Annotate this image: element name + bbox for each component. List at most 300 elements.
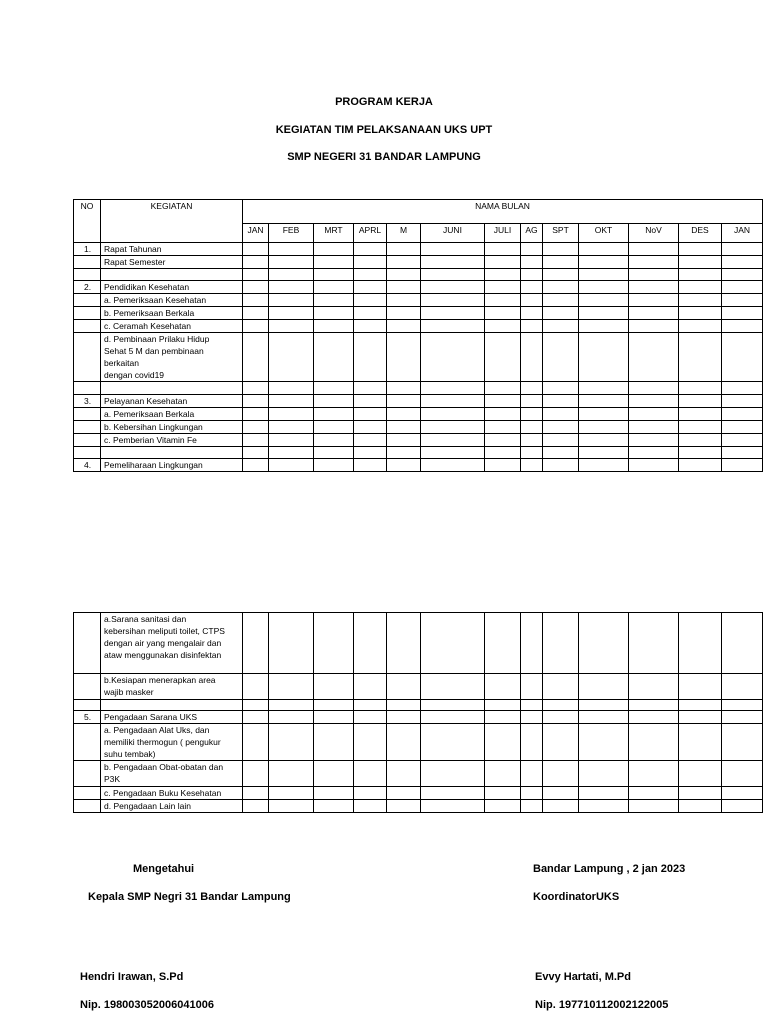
month-cell	[387, 269, 421, 281]
table-row	[74, 787, 763, 800]
row-number	[74, 800, 101, 813]
month-cell	[629, 281, 679, 294]
month-cell	[354, 711, 387, 724]
row-number: 4.	[74, 459, 101, 472]
month-cell	[679, 256, 722, 269]
month-cell	[387, 761, 421, 787]
month-cell	[722, 269, 763, 281]
activity-line: a. Pengadaan Alat Uks, dan	[104, 725, 210, 735]
table-row	[74, 459, 763, 472]
month-cell	[722, 459, 763, 472]
table-row	[74, 421, 763, 434]
activity-cell	[101, 700, 243, 711]
month-cell	[314, 613, 354, 674]
month-cell	[579, 711, 629, 724]
left-signer-role: Kepala SMP Negri 31 Bandar Lampung	[88, 891, 291, 903]
month-cell	[314, 395, 354, 408]
month-cell	[679, 281, 722, 294]
month-cell	[722, 787, 763, 800]
month-header: MRT	[314, 224, 354, 243]
activity-line: Rapat Semester	[104, 257, 166, 267]
month-cell	[314, 787, 354, 800]
table-row	[74, 307, 763, 320]
month-cell	[354, 333, 387, 382]
month-cell	[354, 408, 387, 421]
row-number	[74, 294, 101, 307]
month-cell	[679, 711, 722, 724]
activity-line: Pengadaan Sarana UKS	[104, 712, 198, 722]
month-cell	[387, 307, 421, 320]
month-cell	[521, 459, 543, 472]
month-cell	[314, 256, 354, 269]
activity-cell	[101, 281, 243, 294]
month-cell	[269, 269, 314, 281]
activity-line: Pendidikan Kesehatan	[104, 282, 190, 292]
activity-cell	[101, 459, 243, 472]
table-row	[74, 256, 763, 269]
month-cell	[354, 243, 387, 256]
table-row	[74, 333, 763, 382]
month-cell	[521, 787, 543, 800]
month-cell	[485, 294, 521, 307]
month-cell	[722, 395, 763, 408]
month-cell	[387, 800, 421, 813]
month-cell	[354, 447, 387, 459]
title-kegiatan: KEGIATAN TIM PELAKSANAAN UKS UPT	[275, 124, 493, 136]
month-cell	[629, 447, 679, 459]
month-cell	[543, 243, 579, 256]
activity-line: berkaitan	[104, 358, 139, 368]
month-cell	[387, 395, 421, 408]
activity-cell	[101, 674, 243, 700]
month-cell	[314, 333, 354, 382]
mengetahui-label: Mengetahui	[133, 863, 195, 875]
month-cell	[314, 434, 354, 447]
month-cell	[521, 382, 543, 395]
month-cell	[629, 800, 679, 813]
row-number	[74, 761, 101, 787]
month-cell	[243, 613, 269, 674]
month-cell	[243, 700, 269, 711]
month-cell	[314, 711, 354, 724]
month-cell	[579, 800, 629, 813]
month-cell	[243, 333, 269, 382]
table-row	[74, 395, 763, 408]
row-number	[74, 674, 101, 700]
activity-cell	[101, 724, 243, 761]
month-cell	[269, 382, 314, 395]
month-cell	[243, 243, 269, 256]
month-cell	[579, 269, 629, 281]
activity-cell	[101, 434, 243, 447]
month-cell	[269, 724, 314, 761]
month-header: M	[387, 224, 421, 243]
month-cell	[521, 269, 543, 281]
month-cell	[679, 307, 722, 320]
month-cell	[521, 421, 543, 434]
activity-line: wajib masker	[104, 687, 154, 697]
activity-line: c. Ceramah Kesehatan	[104, 321, 191, 331]
month-cell	[629, 395, 679, 408]
month-cell	[579, 395, 629, 408]
month-cell	[387, 459, 421, 472]
month-cell	[269, 281, 314, 294]
right-signer-name: Evvy Hartati, M.Pd	[535, 971, 631, 983]
month-cell	[485, 613, 521, 674]
month-cell	[485, 459, 521, 472]
month-cell	[269, 761, 314, 787]
month-cell	[543, 447, 579, 459]
month-cell	[722, 256, 763, 269]
month-cell	[543, 459, 579, 472]
table-row	[74, 294, 763, 307]
month-cell	[354, 382, 387, 395]
activity-cell	[101, 333, 243, 382]
month-cell	[243, 294, 269, 307]
month-cell	[629, 711, 679, 724]
activity-line: suhu tembak)	[104, 749, 156, 759]
month-cell	[243, 459, 269, 472]
header-kegiatan: KEGIATAN	[101, 200, 243, 243]
month-cell	[679, 243, 722, 256]
activity-cell	[101, 256, 243, 269]
month-cell	[387, 711, 421, 724]
month-cell	[629, 724, 679, 761]
row-number	[74, 613, 101, 674]
table-row	[74, 243, 763, 256]
month-cell	[269, 243, 314, 256]
month-cell	[421, 281, 485, 294]
month-cell	[485, 269, 521, 281]
month-cell	[387, 294, 421, 307]
month-cell	[354, 613, 387, 674]
month-cell	[521, 434, 543, 447]
month-cell	[387, 787, 421, 800]
month-cell	[543, 700, 579, 711]
month-cell	[387, 674, 421, 700]
month-cell	[269, 408, 314, 421]
row-number: 1.	[74, 243, 101, 256]
month-cell	[485, 307, 521, 320]
month-header: JULI	[485, 224, 521, 243]
month-cell	[722, 243, 763, 256]
month-cell	[579, 243, 629, 256]
row-number: 3.	[74, 395, 101, 408]
month-cell	[485, 700, 521, 711]
row-number	[74, 320, 101, 333]
title-school: SMP NEGERI 31 BANDAR LAMPUNG	[287, 151, 481, 163]
month-cell	[679, 800, 722, 813]
month-cell	[269, 674, 314, 700]
table-row	[74, 382, 763, 395]
month-cell	[421, 269, 485, 281]
month-cell	[543, 256, 579, 269]
month-cell	[387, 408, 421, 421]
table-row	[74, 674, 763, 700]
month-cell	[521, 447, 543, 459]
row-number	[74, 269, 101, 281]
month-cell	[314, 243, 354, 256]
month-cell	[485, 243, 521, 256]
table-row	[74, 434, 763, 447]
month-cell	[269, 787, 314, 800]
month-cell	[387, 700, 421, 711]
month-cell	[579, 320, 629, 333]
month-cell	[354, 320, 387, 333]
month-cell	[485, 800, 521, 813]
row-number	[74, 700, 101, 711]
month-cell	[387, 243, 421, 256]
month-cell	[722, 320, 763, 333]
month-cell	[421, 711, 485, 724]
month-cell	[387, 333, 421, 382]
activity-line: b. Pemeriksaan Berkala	[104, 308, 195, 318]
month-cell	[269, 613, 314, 674]
month-cell	[314, 382, 354, 395]
activity-line: c. Pengadaan Buku Kesehatan	[104, 788, 222, 798]
month-cell	[421, 395, 485, 408]
activity-cell	[101, 395, 243, 408]
activity-line: a.Sarana sanitasi dan	[104, 614, 187, 624]
month-cell	[354, 761, 387, 787]
month-cell	[354, 724, 387, 761]
month-cell	[679, 447, 722, 459]
month-cell	[579, 761, 629, 787]
month-cell	[629, 421, 679, 434]
row-number	[74, 256, 101, 269]
month-cell	[485, 421, 521, 434]
month-cell	[243, 382, 269, 395]
activity-line: a. Pemeriksaan Berkala	[104, 409, 195, 419]
month-cell	[521, 243, 543, 256]
table-row	[74, 447, 763, 459]
month-cell	[485, 281, 521, 294]
month-cell	[543, 269, 579, 281]
month-cell	[543, 421, 579, 434]
month-cell	[314, 700, 354, 711]
month-cell	[243, 307, 269, 320]
month-cell	[722, 761, 763, 787]
activity-cell	[101, 447, 243, 459]
month-cell	[314, 800, 354, 813]
month-cell	[521, 333, 543, 382]
month-cell	[243, 408, 269, 421]
left-signer-nip: Nip. 198003052006041006	[80, 999, 214, 1011]
month-cell	[314, 281, 354, 294]
month-header: FEB	[269, 224, 314, 243]
month-cell	[722, 700, 763, 711]
right-signer-nip: Nip. 197710112002122005	[535, 999, 669, 1011]
month-cell	[421, 243, 485, 256]
month-cell	[722, 800, 763, 813]
month-header: SPT	[543, 224, 579, 243]
month-cell	[269, 333, 314, 382]
month-cell	[485, 447, 521, 459]
month-cell	[243, 395, 269, 408]
month-cell	[314, 459, 354, 472]
month-cell	[679, 269, 722, 281]
month-cell	[543, 382, 579, 395]
month-cell	[521, 724, 543, 761]
month-cell	[421, 434, 485, 447]
month-cell	[679, 700, 722, 711]
month-cell	[354, 459, 387, 472]
month-cell	[543, 408, 579, 421]
row-number	[74, 434, 101, 447]
month-cell	[579, 724, 629, 761]
activity-line: d. Pembinaan Prilaku Hidup	[104, 334, 210, 344]
table-row	[74, 800, 763, 813]
activity-line: kebersihan meliputi toilet, CTPS	[104, 626, 225, 636]
activity-line: dengan air yang mengalair dan	[104, 638, 222, 648]
month-cell	[521, 395, 543, 408]
month-cell	[629, 307, 679, 320]
month-cell	[387, 724, 421, 761]
month-header: APRL	[354, 224, 387, 243]
table-row	[74, 613, 763, 674]
month-cell	[629, 787, 679, 800]
month-cell	[269, 447, 314, 459]
month-cell	[579, 281, 629, 294]
activity-line: Pelayanan Kesehatan	[104, 396, 188, 406]
month-cell	[579, 294, 629, 307]
month-cell	[269, 459, 314, 472]
month-cell	[269, 256, 314, 269]
month-cell	[579, 787, 629, 800]
month-cell	[421, 421, 485, 434]
month-header: OKT	[579, 224, 629, 243]
month-cell	[722, 447, 763, 459]
activity-cell	[101, 243, 243, 256]
activity-cell	[101, 320, 243, 333]
month-cell	[679, 787, 722, 800]
month-cell	[679, 294, 722, 307]
title-program-kerja: PROGRAM KERJA	[335, 96, 433, 108]
activity-line: P3K	[104, 774, 121, 784]
month-cell	[543, 307, 579, 320]
month-cell	[314, 724, 354, 761]
month-cell	[543, 787, 579, 800]
month-header: JAN	[243, 224, 269, 243]
month-cell	[387, 382, 421, 395]
month-cell	[354, 674, 387, 700]
month-cell	[354, 800, 387, 813]
month-cell	[387, 434, 421, 447]
month-cell	[679, 724, 722, 761]
month-cell	[629, 613, 679, 674]
month-cell	[579, 447, 629, 459]
month-cell	[421, 800, 485, 813]
activity-cell	[101, 408, 243, 421]
month-cell	[485, 787, 521, 800]
month-cell	[521, 408, 543, 421]
month-cell	[679, 395, 722, 408]
month-cell	[354, 434, 387, 447]
activity-cell	[101, 800, 243, 813]
month-cell	[485, 408, 521, 421]
month-cell	[629, 674, 679, 700]
month-cell	[421, 333, 485, 382]
month-cell	[629, 408, 679, 421]
month-cell	[521, 294, 543, 307]
month-cell	[722, 613, 763, 674]
month-cell	[354, 787, 387, 800]
month-cell	[679, 320, 722, 333]
month-cell	[354, 421, 387, 434]
month-cell	[629, 320, 679, 333]
month-cell	[521, 256, 543, 269]
month-cell	[243, 761, 269, 787]
month-cell	[722, 711, 763, 724]
month-cell	[421, 382, 485, 395]
month-cell	[679, 434, 722, 447]
activity-line: ataw menggunakan disinfektan	[104, 650, 222, 660]
month-cell	[629, 294, 679, 307]
month-cell	[354, 269, 387, 281]
month-cell	[243, 421, 269, 434]
month-cell	[629, 761, 679, 787]
table-row	[74, 700, 763, 711]
month-cell	[722, 434, 763, 447]
month-cell	[243, 447, 269, 459]
activity-line: c. Pemberian Vitamin Fe	[104, 435, 197, 445]
month-cell	[269, 294, 314, 307]
month-cell	[629, 700, 679, 711]
month-cell	[485, 434, 521, 447]
activity-cell	[101, 294, 243, 307]
month-cell	[579, 382, 629, 395]
month-cell	[579, 613, 629, 674]
month-cell	[354, 307, 387, 320]
place-date: Bandar Lampung , 2 jan 2023	[533, 863, 686, 875]
month-cell	[269, 711, 314, 724]
month-cell	[521, 711, 543, 724]
activity-line: a. Pemeriksaan Kesehatan	[104, 295, 207, 305]
program-table-part-1	[73, 199, 763, 472]
table-row	[74, 320, 763, 333]
activity-line: d. Pengadaan Lain lain	[104, 801, 191, 811]
month-cell	[243, 711, 269, 724]
activity-cell	[101, 761, 243, 787]
month-cell	[314, 307, 354, 320]
month-cell	[269, 800, 314, 813]
month-cell	[543, 761, 579, 787]
table-row	[74, 724, 763, 761]
month-cell	[679, 459, 722, 472]
month-cell	[485, 256, 521, 269]
month-cell	[421, 761, 485, 787]
activity-line: dengan covid19	[104, 370, 165, 380]
month-cell	[421, 307, 485, 320]
month-cell	[269, 434, 314, 447]
month-cell	[521, 674, 543, 700]
program-table-part-2	[73, 612, 763, 813]
month-cell	[387, 613, 421, 674]
left-signer-name: Hendri Irawan, S.Pd	[80, 971, 184, 983]
row-number	[74, 787, 101, 800]
month-cell	[521, 800, 543, 813]
month-header: AG	[521, 224, 543, 243]
month-cell	[543, 333, 579, 382]
month-cell	[521, 307, 543, 320]
month-cell	[243, 434, 269, 447]
month-cell	[543, 674, 579, 700]
month-cell	[387, 447, 421, 459]
month-cell	[485, 724, 521, 761]
activity-line: Rapat Tahunan	[104, 244, 162, 254]
activity-cell	[101, 382, 243, 395]
table-row	[74, 269, 763, 281]
